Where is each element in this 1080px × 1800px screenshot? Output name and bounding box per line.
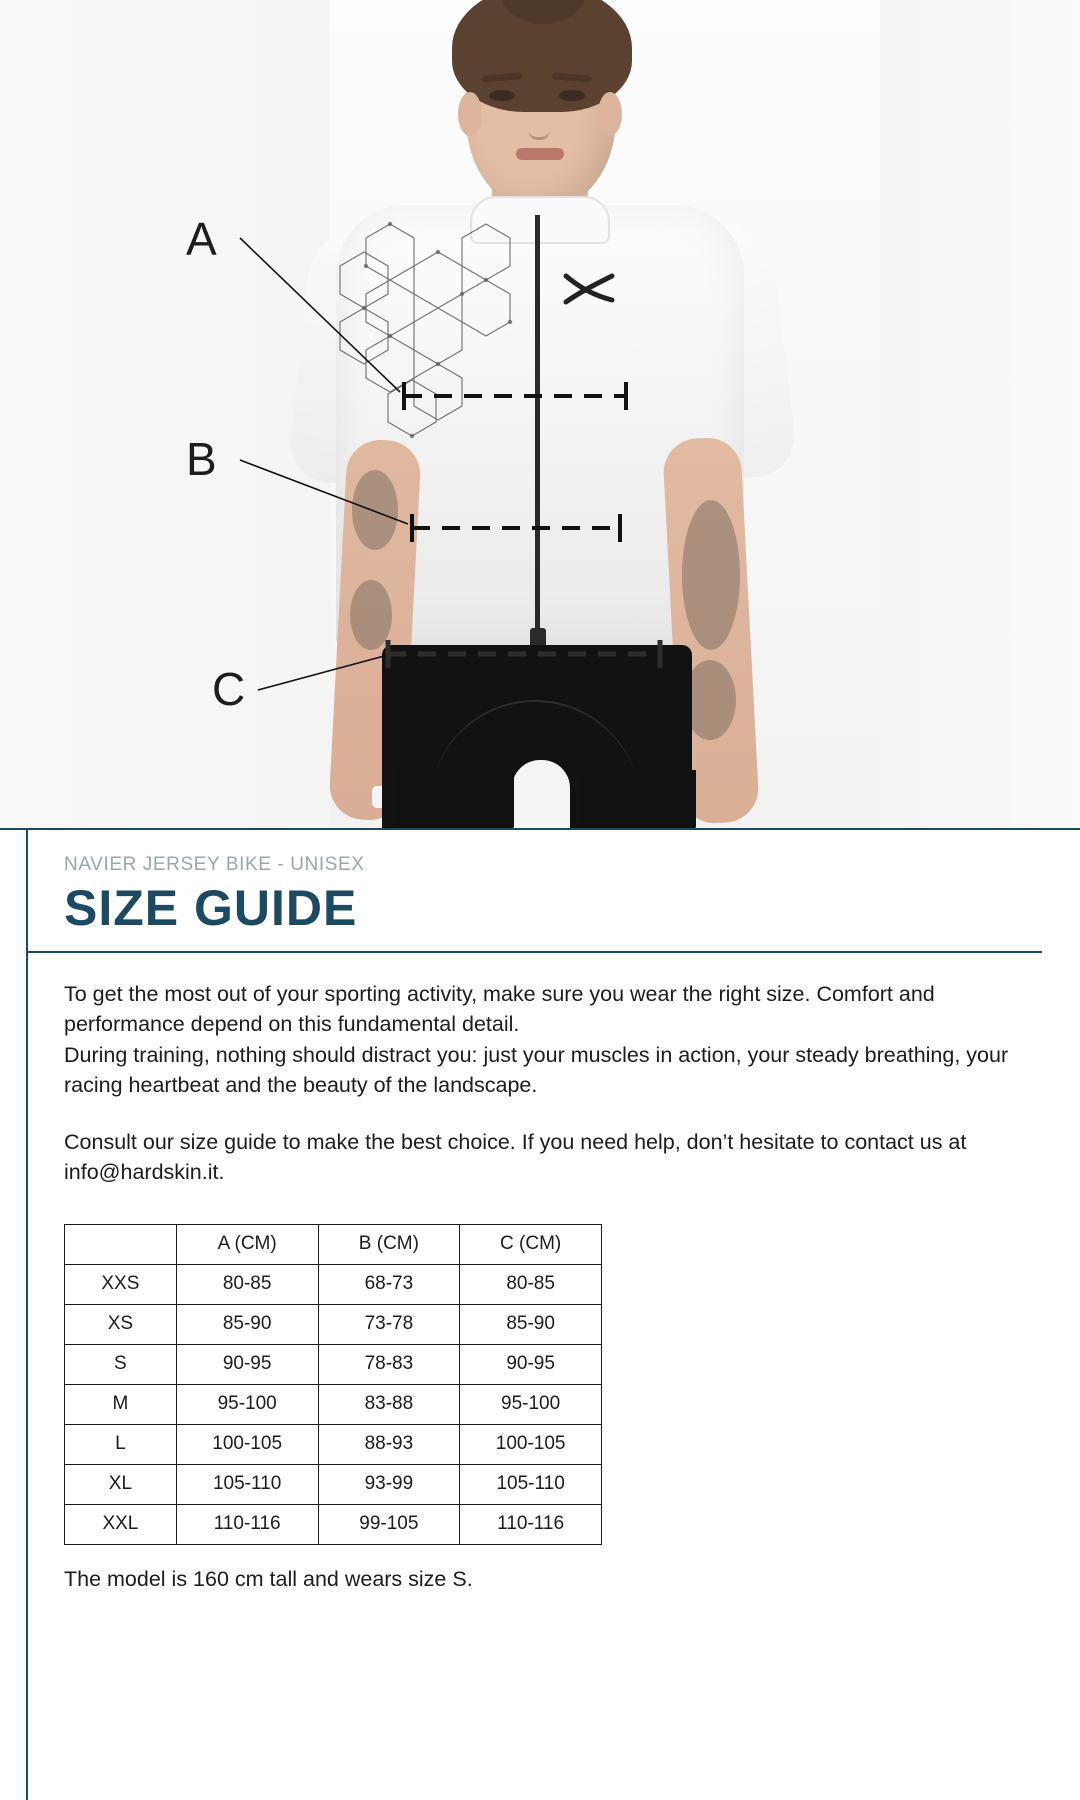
header-size [65, 1224, 177, 1264]
cell-c: 100-105 [460, 1424, 602, 1464]
cell-size: XXL [65, 1504, 177, 1544]
size-table-head [65, 1224, 602, 1264]
cell-b: 88-93 [318, 1424, 460, 1464]
size-table-header-row [65, 1224, 602, 1264]
cell-a: 110-116 [176, 1504, 318, 1544]
cell-a: 105-110 [176, 1464, 318, 1504]
size-table-body [65, 1264, 602, 1544]
cell-b: 78-83 [318, 1344, 460, 1384]
product-name-eyebrow: NAVIER JERSEY BIKE - UNISEX [64, 854, 365, 875]
leader-c [258, 656, 384, 690]
cell-c: 90-95 [460, 1344, 602, 1384]
left-vertical-rule [26, 830, 28, 1800]
cell-a: 80-85 [176, 1264, 318, 1304]
cell-c: 95-100 [460, 1384, 602, 1424]
size-guide-document [0, 830, 1080, 1800]
table-row [65, 1344, 602, 1384]
cell-b: 83-88 [318, 1384, 460, 1424]
cell-b: 99-105 [318, 1504, 460, 1544]
cell-size: XS [65, 1304, 177, 1344]
table-row [65, 1504, 602, 1544]
model-footnote: The model is 160 cm tall and wears size S. [64, 1566, 473, 1591]
cell-c: 105-110 [460, 1464, 602, 1504]
header-c: C (CM) [460, 1224, 602, 1264]
callout-letter-c: C [212, 663, 246, 715]
leader-a [240, 238, 400, 392]
cell-size: L [65, 1424, 177, 1464]
page-title: SIZE GUIDE [64, 880, 358, 936]
cell-size: XL [65, 1464, 177, 1504]
cell-a: 85-90 [176, 1304, 318, 1344]
cell-size: S [65, 1344, 177, 1384]
size-table [64, 1224, 602, 1545]
cell-c: 80-85 [460, 1264, 602, 1304]
header-b: B (CM) [318, 1224, 460, 1264]
cell-b: 93-99 [318, 1464, 460, 1504]
intro-text [0, 953, 1080, 1188]
cell-b: 68-73 [318, 1264, 460, 1304]
cell-a: 95-100 [176, 1384, 318, 1424]
cell-a: 90-95 [176, 1344, 318, 1384]
cell-b: 73-78 [318, 1304, 460, 1344]
size-table-wrapper [0, 1188, 1080, 1545]
cell-c: 110-116 [460, 1504, 602, 1544]
cell-size: XXS [65, 1264, 177, 1304]
intro-paragraph-1: To get the most out of your sporting activity, make sure you wear the right size. Comfort and performance depend on this fundamental detail. [64, 981, 935, 1037]
leader-b [240, 460, 408, 524]
table-row [65, 1304, 602, 1344]
table-row [65, 1424, 602, 1464]
cell-a: 100-105 [176, 1424, 318, 1464]
callout-letter-b: B [186, 433, 217, 485]
intro-paragraph-3: Consult our size guide to make the best choice. If you need help, don’t hesitate to contact us at info@hardskin.it. [64, 1129, 967, 1185]
table-row [65, 1464, 602, 1504]
cell-c: 85-90 [460, 1304, 602, 1344]
table-row [65, 1384, 602, 1424]
model-photo [0, 0, 1080, 830]
header-a: A (CM) [176, 1224, 318, 1264]
measurement-overlay [0, 0, 1080, 830]
cell-size: M [65, 1384, 177, 1424]
table-row [65, 1264, 602, 1304]
product-photo-panel [0, 0, 1080, 830]
title-block [0, 830, 1080, 935]
intro-paragraph-2: During training, nothing should distract you: just your muscles in action, your steady breathing, your racing heartbeat and the beauty of the landscape. [64, 1042, 1009, 1098]
callout-letter-a: A [186, 213, 217, 265]
